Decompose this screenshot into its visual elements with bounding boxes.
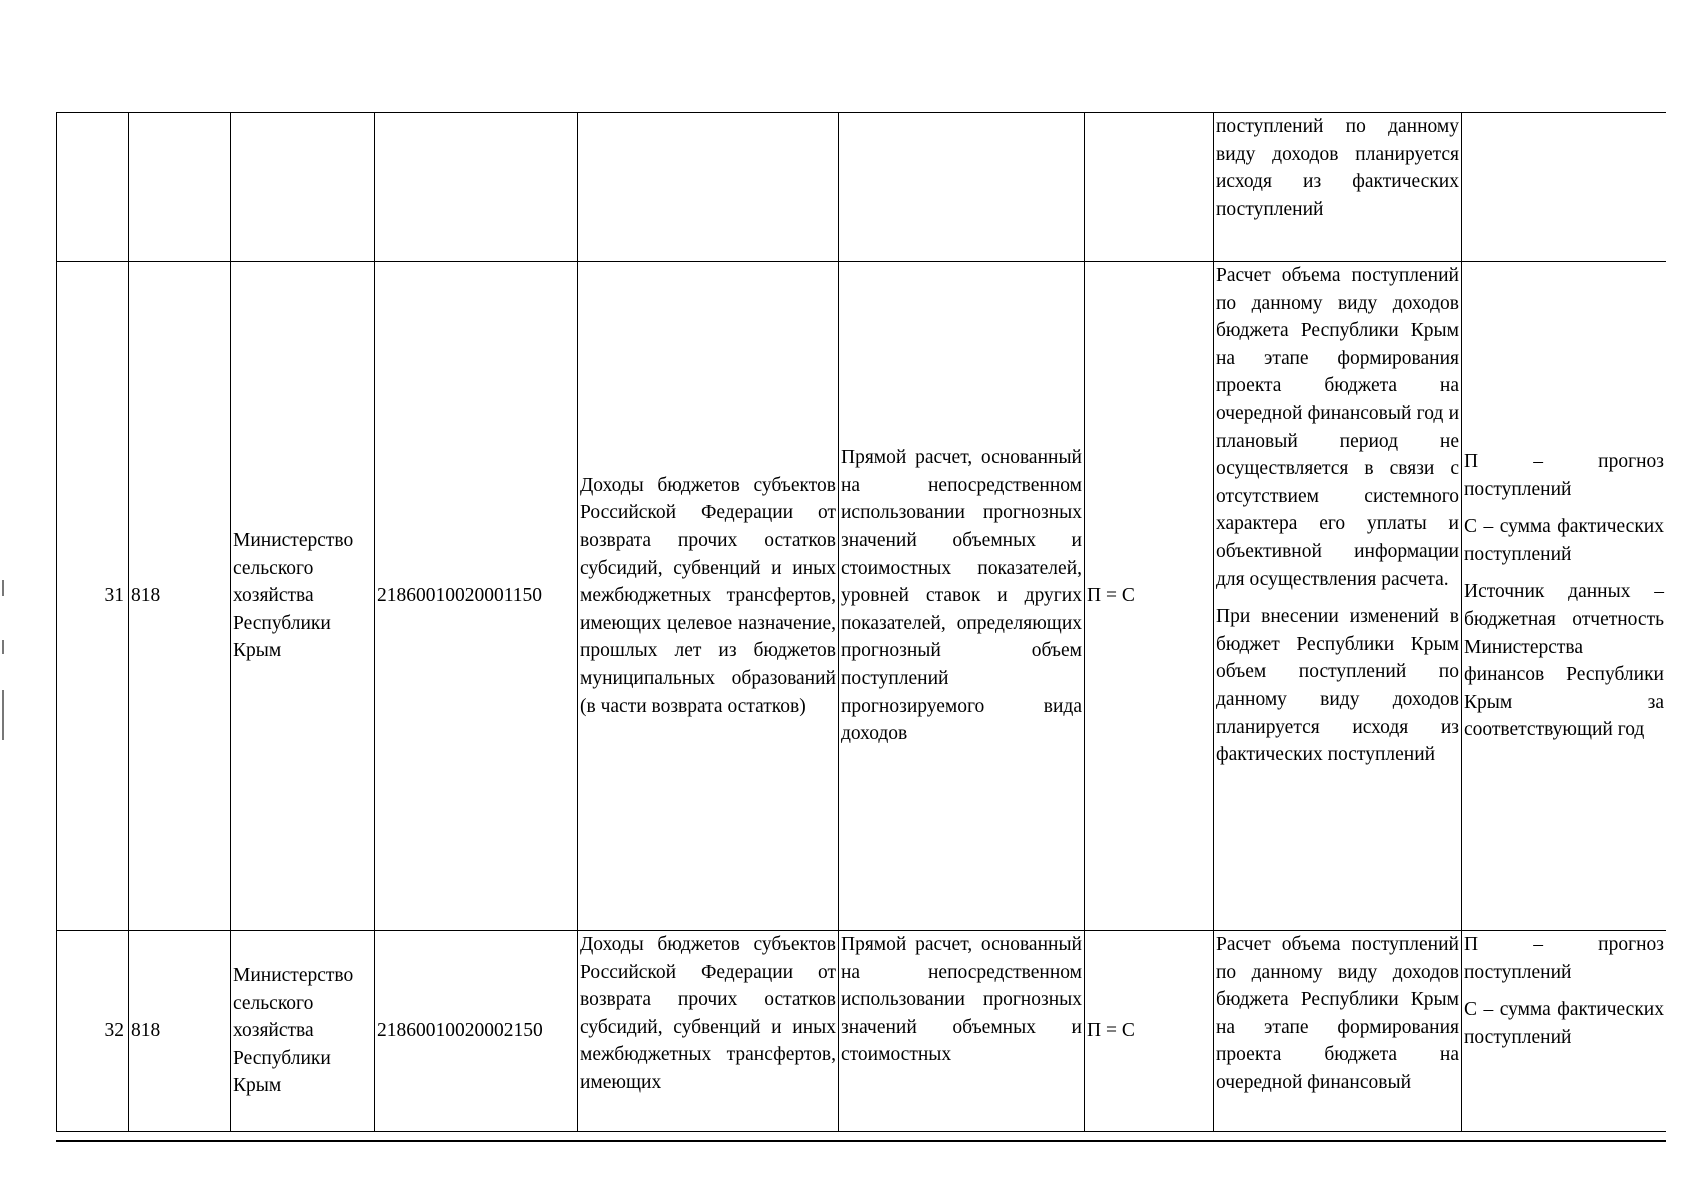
revenue-methodology-table-wrap xyxy=(56,112,1666,1142)
indicator-item: П – прогноз поступлений xyxy=(1464,934,1664,983)
table-row xyxy=(57,931,1667,1132)
revenue-name-cell: Доходы бюджетов субъектов Российской Федерации от возврата прочих остатков субсидий, субвенций и иных межбюджетных трансфертов, имеющих целевое назначение, прошлых лет из бюджетов муниципальных образований (в части возврата остатков) xyxy=(578,262,839,931)
method-cell: Прямой расчет, основанный на непосредственном использовании прогнозных значений объемных и стоимостных показателей, уровней ставок и других показателей, определяющих прогнозный объем поступлений прогнозируемого вида доходов xyxy=(839,262,1085,931)
administrator-cell: Министерство сельского хозяйства Республики Крым xyxy=(231,262,375,931)
row-number-cell xyxy=(57,113,129,262)
revenue-methodology-table xyxy=(56,112,1666,1132)
algorithm-paragraph: При внесении изменений в бюджет Республики Крым объем поступлений по данному виду доходов планируется исходя из фактических поступлений xyxy=(1216,606,1459,766)
indicator-item: С – сумма фактических поступлений xyxy=(1464,516,1664,565)
row-number-cell: 31 xyxy=(57,262,129,931)
algorithm-cell xyxy=(1214,262,1462,931)
algorithm-paragraph: Расчет объема поступлений по данному виду доходов бюджета Республики Крым на этапе формирования проекта бюджета на очередной финансовый год и плановый период не осуществляется в связи с отсутствием системного характера его уплаты и объективной информации для осуществления расчета. xyxy=(1216,265,1459,590)
revenue-name-cell xyxy=(578,931,839,1132)
algorithm-cell xyxy=(1214,931,1462,1132)
revenue-name-text: Доходы бюджетов субъектов Российской Федерации от возврата прочих остатков субсидий, субвенций и иных межбюджетных трансфертов, имеющих xyxy=(580,934,836,1093)
indicator-item: С – сумма фактических поступлений xyxy=(1464,999,1664,1048)
scan-edge-mark xyxy=(2,640,4,654)
admin-code-cell: 818 xyxy=(129,931,231,1132)
indicator-item: Источник данных – бюджетная отчетность Министерства финансов Республики Крым за соответствующий год xyxy=(1464,581,1664,741)
kbk-code-cell: 21860010020002150 xyxy=(375,931,578,1132)
method-cell xyxy=(839,931,1085,1132)
table-row xyxy=(57,262,1667,931)
algorithm-paragraph: поступлений по данному виду доходов планируется исходя из фактических поступлений xyxy=(1216,116,1459,220)
scan-edge-mark xyxy=(2,580,4,596)
table-row xyxy=(57,113,1667,262)
indicators-cell xyxy=(1462,931,1667,1132)
algorithm-cell xyxy=(1214,113,1462,262)
kbk-code-cell xyxy=(375,113,578,262)
formula-cell xyxy=(1085,113,1214,262)
kbk-code-cell: 21860010020001150 xyxy=(375,262,578,931)
formula-cell: П = С xyxy=(1085,931,1214,1132)
formula-cell: П = С xyxy=(1085,262,1214,931)
admin-code-cell: 818 xyxy=(129,262,231,931)
method-cell xyxy=(839,113,1085,262)
revenue-name-cell xyxy=(578,113,839,262)
method-text: Прямой расчет, основанный на непосредственном использовании прогнозных значений объемных и стоимостных xyxy=(841,934,1082,1066)
admin-code-cell xyxy=(129,113,231,262)
indicators-cell xyxy=(1462,262,1667,931)
scan-edge-mark xyxy=(2,690,4,740)
row-number-cell: 32 xyxy=(57,931,129,1132)
administrator-cell: Министерство сельского хозяйства Республики Крым xyxy=(231,931,375,1132)
algorithm-text: Расчет объема поступлений по данному виду доходов бюджета Республики Крым на этапе формирования проекта бюджета на очередной финансовый xyxy=(1216,934,1459,1093)
indicator-item: П – прогноз поступлений xyxy=(1464,451,1664,500)
indicators-cell xyxy=(1462,113,1667,262)
administrator-cell xyxy=(231,113,375,262)
